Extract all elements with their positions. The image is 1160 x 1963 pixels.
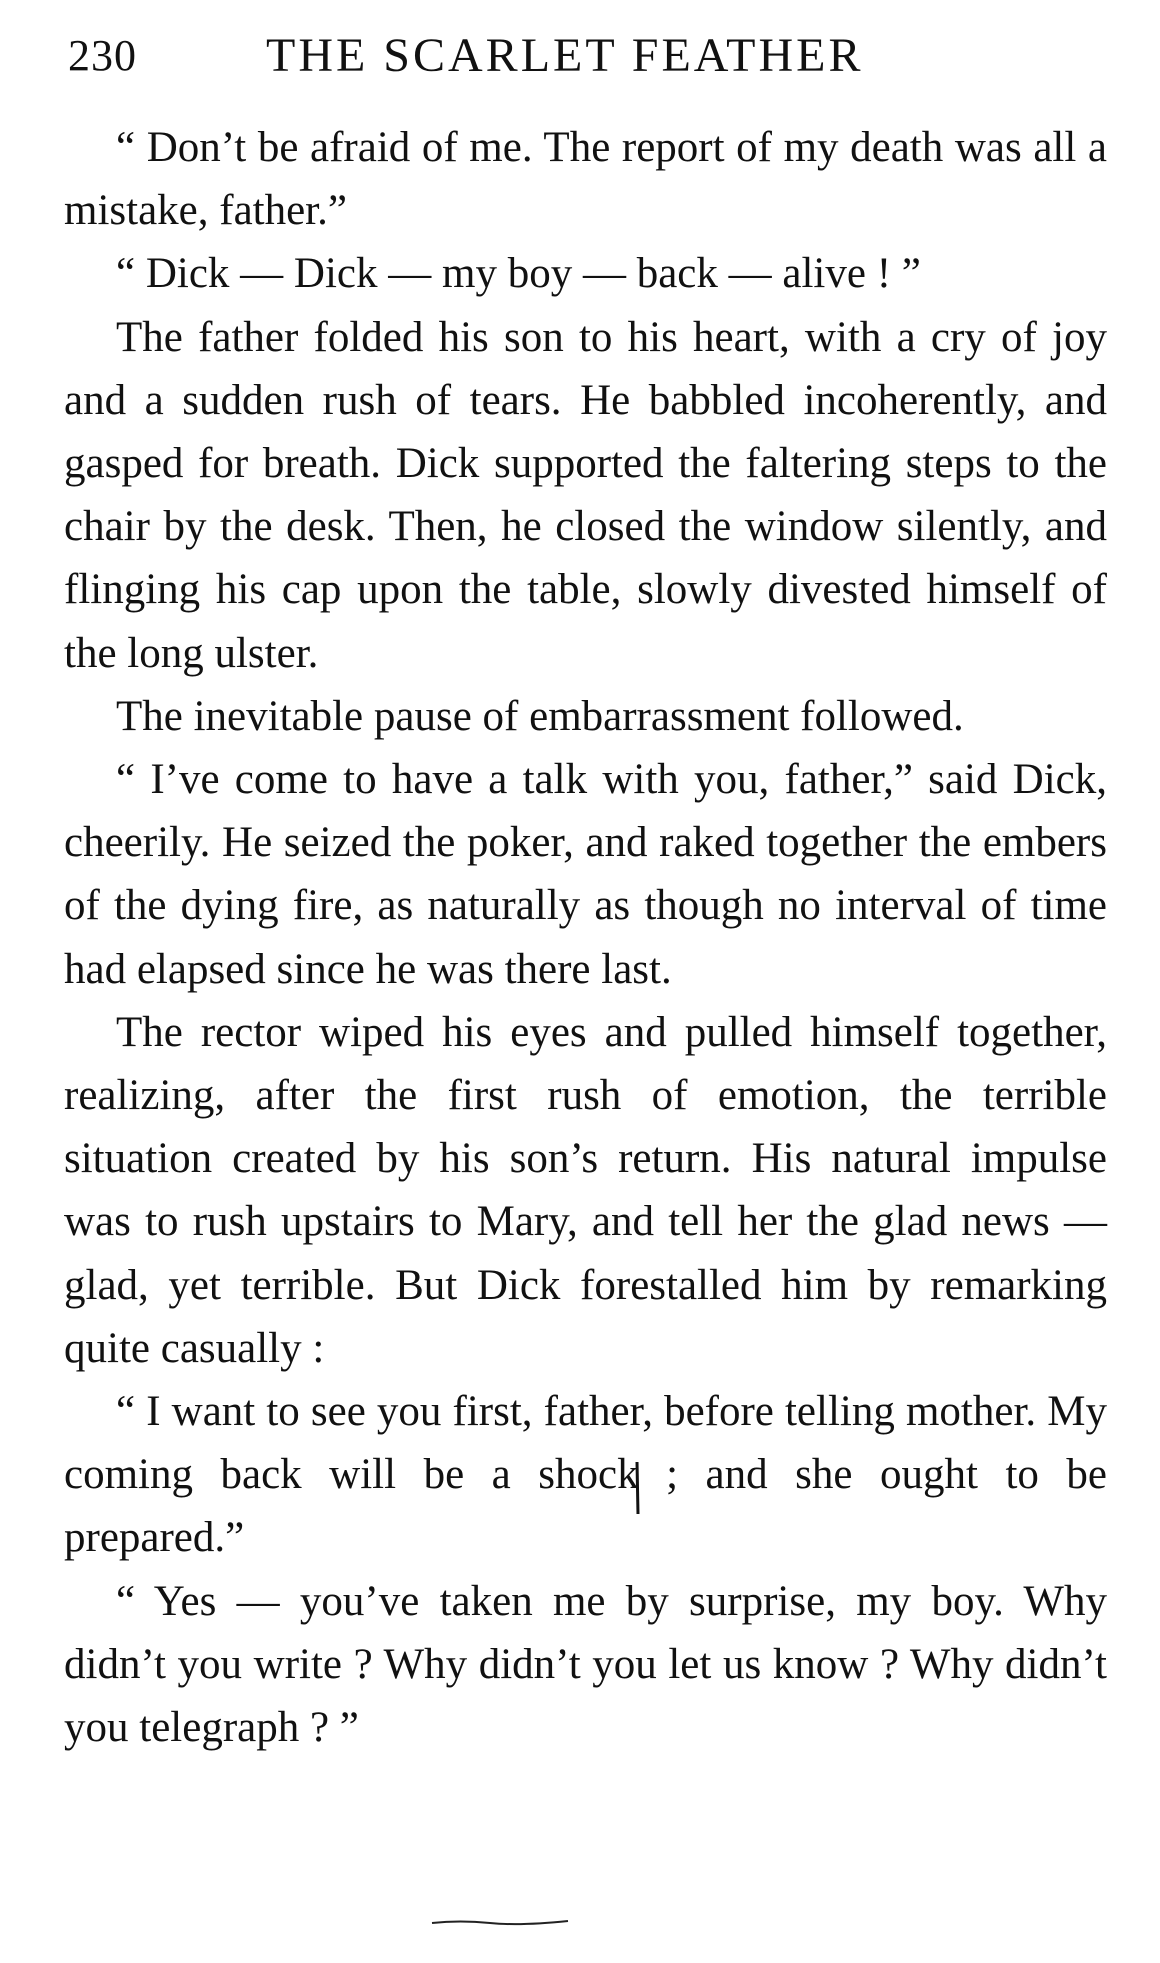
- paragraph-2: “ Dick — Dick — my boy — back — alive ! ”: [116, 250, 921, 298]
- paragraph-8: “ Yes — you’ve taken me by surprise, my boy. Why didn’t you write ? Why didn’t you let us know ? Why didn’t you telegraph ? ”: [64, 1577, 1107, 1752]
- body-text: [64, 116, 1107, 1759]
- paragraph-3: The father folded his son to his heart, with a cry of joy and a sudden rush of tears. He babbled incoherently, and gasped for breath. Dick supported the faltering steps to the chair by the desk. Then, he closed the window silently, and flinging his cap upon the table, slowly divested himself of the long ulster.: [64, 313, 1107, 677]
- print-blemish: [634, 1462, 640, 1514]
- paragraph-4: The inevitable pause of embarrassment followed.: [116, 692, 964, 740]
- end-ornament: [430, 1918, 570, 1926]
- running-head: [68, 22, 1108, 92]
- paragraph-7: “ I want to see you first, father, before telling mother. My coming back will be a shock ; and she ought to be prepared.”: [64, 1388, 1107, 1562]
- paragraph-5: “ I’ve come to have a talk with you, father,” said Dick, cheerily. He seized the poker, and raked together the embers of the dying fire, as naturally as though no interval of time had elapsed since he was there last.: [64, 756, 1107, 993]
- paragraph-6: The rector wiped his eyes and pulled himself together, realizing, after the first rush of emotion, the terrible situation created by his son’s return. His natural impulse was to rush upstairs to Mary, and tell her the glad news — glad, yet terrible. But Dick forestalled him by remarking quite casually :: [64, 1008, 1107, 1372]
- paragraph-1: “ Don’t be afraid of me. The report of my death was all a mistake, father.”: [64, 124, 1107, 235]
- page-number: 230: [68, 31, 137, 80]
- book-title: THE SCARLET FEATHER: [266, 29, 864, 82]
